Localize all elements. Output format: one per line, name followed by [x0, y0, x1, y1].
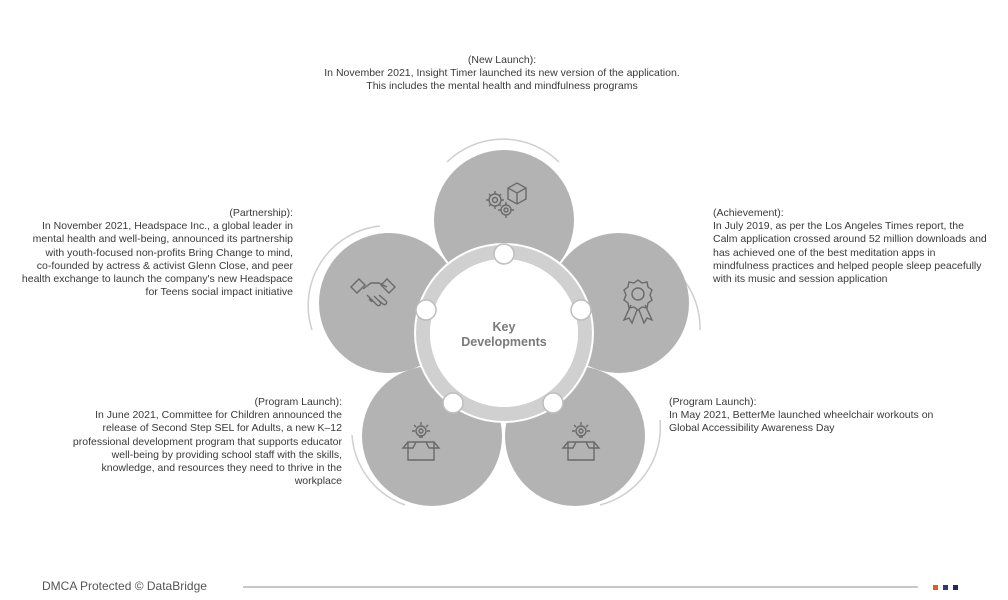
heading-new-launch: (New Launch): — [467, 54, 537, 66]
body-line: release of Second Step SEL for Adults, a new K–12 — [102, 422, 342, 435]
heading-achievement: (Achievement): — [713, 207, 784, 219]
text-block-program-launch-left — [40, 396, 342, 488]
body-line: In July 2019, as per the Los Angeles Times report, the — [713, 220, 964, 233]
footer-square-2 — [943, 585, 948, 590]
body-line: co-founded by actress & activist Glenn Close, and peer — [36, 259, 293, 272]
body-line: for Teens social impact initiative — [145, 286, 293, 299]
dot-bottom-left — [443, 393, 463, 413]
footer-divider — [243, 586, 918, 588]
body-line: professional development program that supports educator — [72, 435, 342, 448]
dot-left — [416, 300, 436, 320]
body-line: Global Accessibility Awareness Day — [669, 422, 835, 435]
body-line: In November 2021, Headspace Inc., a global leader in — [42, 220, 293, 233]
text-block-program-launch-right — [669, 396, 969, 436]
body-line: Calm application crossed around 52 million downloads and — [713, 233, 987, 246]
text-block-achievement — [713, 207, 1005, 286]
body-line: knowledge, and resources they need to thrive in the — [101, 462, 342, 475]
body-line: In June 2021, Committee for Children announced the — [95, 409, 342, 422]
heading-partnership: (Partnership): — [229, 207, 293, 219]
body-line: mental health and well-being, announced its partnership — [32, 233, 293, 246]
text-block-new-launch — [272, 54, 732, 94]
text-block-partnership — [6, 207, 293, 299]
body-line: In May 2021, BetterMe launched wheelchair workouts on — [669, 409, 934, 422]
footer-square-1 — [933, 585, 938, 590]
dot-right — [571, 300, 591, 320]
center-title-line2: Developments — [461, 335, 547, 349]
body-line: In November 2021, Insight Timer launched its new version of the application. — [324, 67, 680, 80]
footer-square-3 — [953, 585, 958, 590]
center-title-line1: Key — [492, 320, 516, 334]
footer-copyright: DMCA Protected © DataBridge — [42, 579, 207, 593]
body-line: with youth-focused non-profits Bring Change to mind, — [45, 246, 293, 259]
body-line: This includes the mental health and mindfulness programs — [366, 80, 638, 93]
body-line: with its music and session application — [713, 273, 888, 286]
body-line: health exchange to launch the company's new Headspace — [21, 273, 293, 286]
body-line: well-being by providing school staff with the skills, — [111, 448, 342, 461]
dot-bottom-right — [543, 393, 563, 413]
body-line: has achieved one of the best meditation apps in — [713, 246, 936, 259]
heading-program-launch-right: (Program Launch): — [669, 396, 757, 408]
body-line: mindfulness practices and helped people sleep peacefully — [713, 259, 982, 272]
heading-program-launch-left: (Program Launch): — [254, 396, 342, 408]
body-line: workplace — [294, 475, 342, 488]
dot-top — [494, 244, 514, 264]
